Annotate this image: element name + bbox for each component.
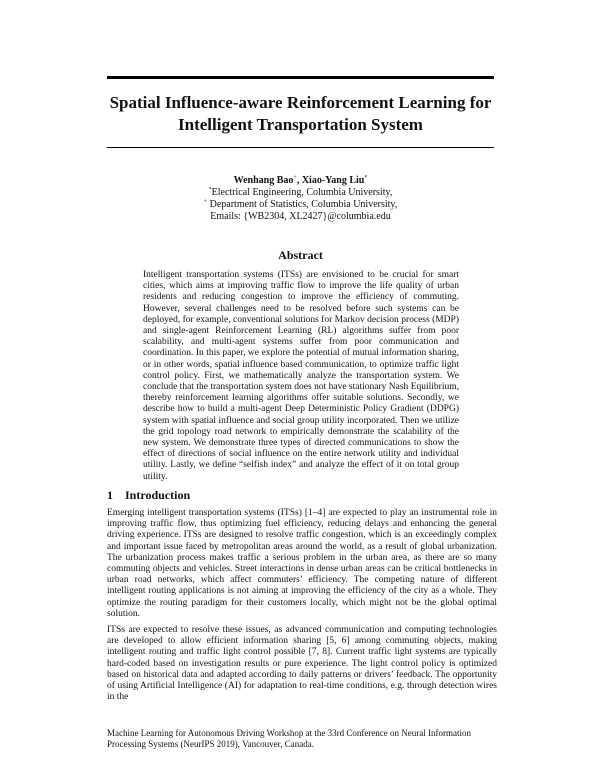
section-number: 1 xyxy=(107,488,113,502)
affiliation-1-mark: * xyxy=(208,187,212,193)
affiliation-2 xyxy=(107,199,494,211)
author-2-name: Xiao-Yang Liu xyxy=(301,175,365,186)
paper-title xyxy=(107,92,494,136)
author-block xyxy=(107,175,494,223)
affiliation-1-text: Electrical Engineering, Columbia University, xyxy=(211,187,393,198)
author-1-name: Wenhang Bao xyxy=(233,175,294,186)
author-emails: Emails: {WB2304, XL2427}@columbia.edu xyxy=(210,211,391,222)
author-names xyxy=(107,175,494,187)
introduction-paragraph-2: ITSs are expected to resolve these issues, as advanced communication and computing technologies are developed to allow efficient information sharing [5, 6] among commuting objects, making intelligent routing and traffic light control possible [7, 8]. Current traffic light systems are typically hard-coded based on investigation results or pure experience. The light control policy is optimized based on historical data and adapted according to daily patterns or drivers’ feedback. The opportunity of using Artificial Intelligence (AI) for adaptation to real-time conditions, e.g. through detection wires in the xyxy=(107,625,497,703)
author-2-mark: * xyxy=(364,175,368,181)
section-heading-introduction xyxy=(107,488,190,503)
affiliation-2-text: Department of Statistics, Columbia University, xyxy=(209,199,398,210)
title-line-1: Spatial Influence-aware Reinforcement Learning for xyxy=(109,93,492,112)
venue-footnote: Machine Learning for Autonomous Driving Workshop at the 33rd Conference on Neural Information Processing Systems (NeurIPS 2019), Vancouver, Canada. xyxy=(107,728,472,749)
abstract-body: Intelligent transportation systems (ITSs) are envisioned to be crucial for smart cities, which aims at improving traffic flow to improve the life quality of urban residents and reducing congestion to improve the efficiency of commuting. However, several challenges need to be resolved before such systems can be deployed, for example, conventional solutions for Markov decision process (MDP) and single-agent Reinforcement Learning (RL) algorithms suffer from poor scalability, and multi-agent systems suffer from poor communication and coordination. In this paper, we explore the potential of mutual information sharing, or in other words, spatial influence based communication, to optimize traffic light control policy. First, we mathematically analyze the transportation system. We conclude that the transportation system does not have stationary Nash Equilibrium, thereby reinforcement learning algorithms offer suitable solutions. Secondly, we describe how to build a multi-agent Deep Deterministic Policy Gradient (DDPG) system with spatial influence and social group utility incorporated. Then we utilize the grid topology road network to empirically demonstrate the scalability of the new system. We demonstrate three types of directed communications to show the effect of directions of social influence on the entire network utility and individual utility. Lastly, we define “selfish index” and analyze the effect of it on total group utility. xyxy=(143,270,459,482)
affiliation-2-mark: + xyxy=(203,199,208,205)
author-separator: , xyxy=(296,175,302,186)
abstract-heading: Abstract xyxy=(278,248,323,262)
title-line-2: Intelligent Transportation System xyxy=(178,115,423,134)
title-top-rule xyxy=(107,76,494,79)
introduction-body xyxy=(107,508,497,708)
affiliation-1 xyxy=(107,187,494,199)
introduction-paragraph-1: Emerging intelligent transportation systems (ITSs) [1–4] are expected to play an instrumental role in improving traffic flow, thus optimizing fuel efficiency, reducing delays and enhancing the general driving experience. ITSs are designed to resolve traffic congestion, which is an exceedingly complex and important issue faced by metropolitan areas around the world, as a result of global urbanization. The urbanization process makes traffic a serious problem in the urban area, as there are so many commuting objects and vehicles. Street interactions in dense urban areas can be critical bottlenecks in urban road networks, which affect commuters’ efficiency. The competing nature of different intelligent routing applications is not aiming at improving the efficiency of the city as a whole. They optimize the routing paradigm for their customers locally, which might not be the global optimal solution. xyxy=(107,508,497,619)
title-bottom-rule xyxy=(107,147,494,148)
section-title: Introduction xyxy=(125,488,191,502)
author-1-mark: + xyxy=(293,175,297,181)
